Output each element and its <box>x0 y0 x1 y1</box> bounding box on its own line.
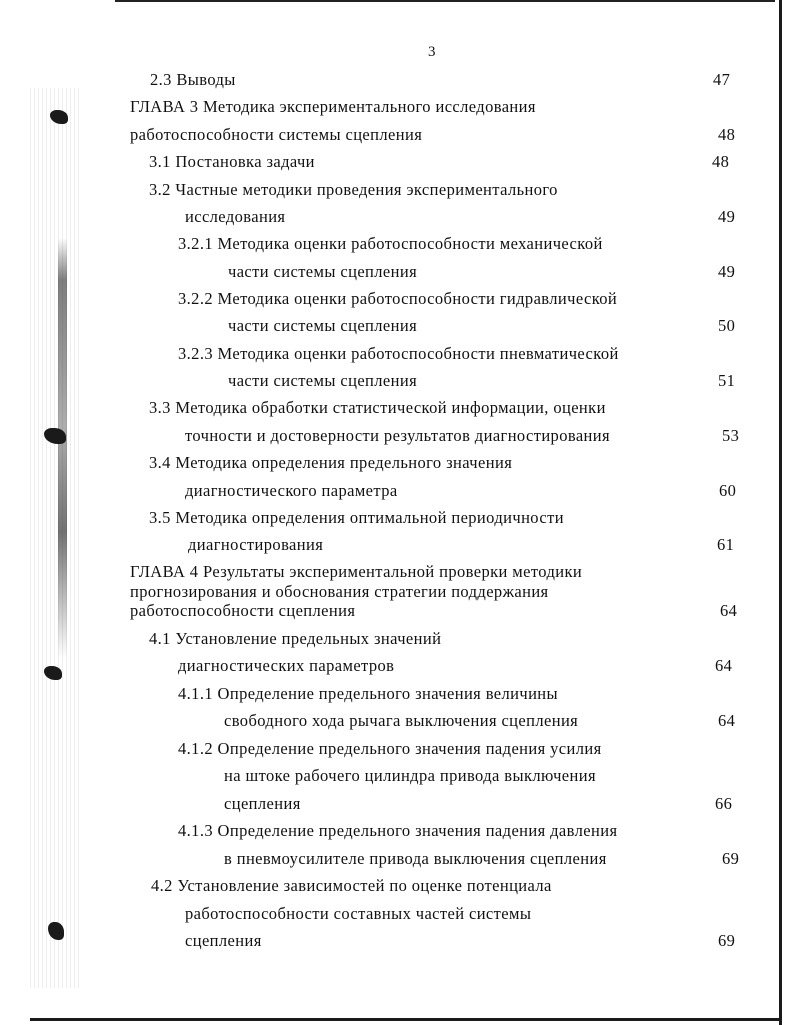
toc-entry-4-1-2-cont: на штоке рабочего цилиндра привода выключения <box>224 766 596 785</box>
page-border-top <box>115 0 775 2</box>
toc-entry-4-1: 4.1 Установление предельных значений <box>149 629 442 648</box>
toc-entry-3-2-1: 3.2.1 Методика оценки работоспособности механической <box>178 234 603 253</box>
toc-entry-3-3-cont: точности и достоверности результатов диагностирования <box>185 426 611 445</box>
toc-entry-4-1-1: 4.1.1 Определение предельного значения величины <box>178 684 559 703</box>
toc-page: 48 <box>718 125 736 144</box>
toc-entry-3-2-1-cont: части системы сцепления <box>228 262 418 281</box>
page-border-right <box>779 0 782 1025</box>
toc-page: 64 <box>720 601 738 620</box>
toc-page: 50 <box>718 316 736 335</box>
toc-chapter-4: ГЛАВА 4 Результаты экспериментальной проверки методики <box>130 562 583 581</box>
toc-entry-3-5-cont: диагностирования <box>188 535 324 554</box>
page-border-bottom <box>30 1018 780 1021</box>
toc-entry-3-3: 3.3 Методика обработки статистической информации, оценки <box>149 398 606 417</box>
toc-page: 53 <box>722 426 740 445</box>
toc-page: 60 <box>719 481 737 500</box>
toc-entry-3-5: 3.5 Методика определения оптимальной периодичности <box>149 508 564 527</box>
toc-entry-4-2: 4.2 Установление зависимостей по оценке потенциала <box>151 876 552 895</box>
toc-entry-4-1-3: 4.1.3 Определение предельного значения падения давления <box>178 821 618 840</box>
toc-entry-4-2-cont: сцепления <box>185 931 262 950</box>
toc-page: 51 <box>718 371 736 390</box>
toc-page: 64 <box>718 711 736 730</box>
toc-entry-3-2-2-cont: части системы сцепления <box>228 316 418 335</box>
toc-entry-2-3: 2.3 Выводы <box>150 70 236 89</box>
toc-entry-3-2-3-cont: части системы сцепления <box>228 371 418 390</box>
toc-entry-3-2-2: 3.2.2 Методика оценки работоспособности гидравлической <box>178 289 618 308</box>
scan-artifact-left-edge <box>30 88 82 988</box>
toc-chapter-3-cont: работоспособности системы сцепления <box>130 125 423 144</box>
toc-chapter-3: ГЛАВА 3 Методика экспериментального исследования <box>130 97 536 116</box>
toc-chapter-4-cont: прогнозирования и обоснования стратегии поддержания <box>130 582 549 601</box>
toc-entry-3-2-cont: исследования <box>185 207 286 226</box>
toc-entry-4-1-2: 4.1.2 Определение предельного значения падения усилия <box>178 739 602 758</box>
toc-page: 64 <box>715 656 733 675</box>
toc-entry-3-4-cont: диагностического параметра <box>185 481 398 500</box>
toc-page: 69 <box>718 931 736 950</box>
toc-chapter-4-cont: работоспособности сцепления <box>130 601 356 620</box>
toc-entry-4-1-2-cont: сцепления <box>224 794 301 813</box>
toc-entry-4-1-3-cont: в пневмоусилителе привода выключения сцепления <box>224 849 607 868</box>
toc-page: 48 <box>712 152 730 171</box>
toc-page: 49 <box>718 207 736 226</box>
toc-entry-3-2-3: 3.2.3 Методика оценки работоспособности пневматической <box>178 344 619 363</box>
toc-page: 61 <box>717 535 735 554</box>
toc-page: 47 <box>713 70 731 89</box>
toc-page: 49 <box>718 262 736 281</box>
toc-entry-4-1-cont: диагностических параметров <box>178 656 395 675</box>
toc-entry-4-2-cont: работоспособности составных частей системы <box>185 904 532 923</box>
toc-entry-3-4: 3.4 Методика определения предельного значения <box>149 453 513 472</box>
toc-entry-4-1-1-cont: свободного хода рычага выключения сцепления <box>224 711 579 730</box>
toc-entry-3-1: 3.1 Постановка задачи <box>149 152 315 171</box>
toc-page: 69 <box>722 849 740 868</box>
page-number: 3 <box>428 44 436 60</box>
toc-entry-3-2: 3.2 Частные методики проведения экспериментального <box>149 180 558 199</box>
toc-page: 66 <box>715 794 733 813</box>
